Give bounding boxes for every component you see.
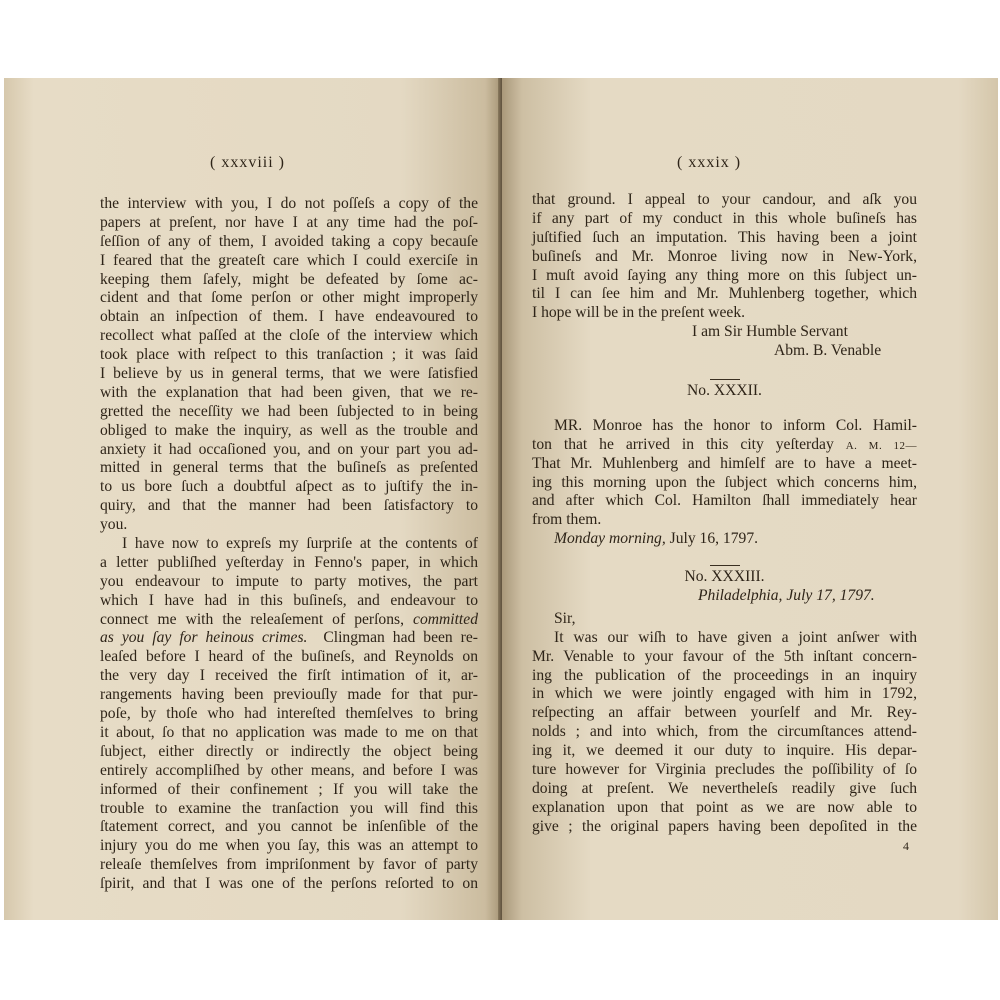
text-line: which I have had in this buſineſs, and endeavour to bbox=[100, 591, 478, 609]
section-heading: No. XXXII. bbox=[687, 382, 762, 400]
text-line-part: Clingman had been re- bbox=[307, 629, 478, 647]
signature-mark: 4 bbox=[903, 838, 909, 853]
text-line: keeping them ſafely, might be defeated by ſome ac- bbox=[100, 270, 478, 288]
italic-text: as you ſay for heinous crimes. bbox=[100, 629, 308, 647]
text-line: that ground. I appeal to your candour, and aſk you bbox=[532, 191, 917, 208]
text-line: nolds ; and into which, from the circumſtances attend- bbox=[532, 723, 917, 741]
text-line: obtain an inſpection of them. I have endeavoured to bbox=[100, 308, 478, 326]
left-page bbox=[4, 78, 500, 920]
spacer bbox=[532, 361, 917, 379]
text-line: mitted in general terms that the buſineſs as preſented bbox=[100, 459, 478, 477]
italic-text: Monday morning, bbox=[554, 530, 666, 548]
section-rule bbox=[710, 379, 740, 380]
text-line: buſineſs and Mr. Monroe living now in New-York, bbox=[532, 247, 917, 265]
text-line: the interview with you, I do not poſſeſs a copy of the bbox=[100, 195, 478, 212]
spacer bbox=[532, 549, 917, 565]
letter-closing: I am Sir Humble Servant bbox=[692, 323, 848, 341]
italic-text: committed bbox=[413, 610, 478, 628]
text-line: cident and that ſome perſon or other might improperly bbox=[100, 289, 478, 307]
text-line: it about, ſo that no application was made to me on that bbox=[100, 723, 478, 741]
open-book bbox=[4, 78, 998, 920]
text-line: recollect what paſſed at the cloſe of the interview which bbox=[100, 327, 478, 345]
text-line: ſpirit, and that I was one of the perſons reſorted to on bbox=[100, 875, 478, 893]
text-line: you endeavour to impute to party motives, the part bbox=[100, 572, 478, 590]
text-line: rangements having been previouſly made for that pur- bbox=[100, 686, 478, 704]
text-line: MR. Monroe has the honor to inform Col. Hamil- bbox=[554, 416, 917, 434]
text-line: doing at preſent. We nevertheleſs readily give ſuch bbox=[532, 779, 917, 797]
text-line-mixed bbox=[100, 611, 478, 630]
text-line: ſubject, either directly or indirectly the object being bbox=[100, 742, 478, 760]
text-line: a letter publiſhed yeſterday in Fenno's paper, in which bbox=[100, 553, 478, 571]
text-line: in which we were jointly engaged with him in 1792, bbox=[532, 685, 917, 703]
text-line: til I can ſee him and Mr. Muhlenberg together, which bbox=[532, 285, 917, 303]
text-line: gretted the neceſſity we had been ſubjected to in being bbox=[100, 402, 478, 420]
text-line: I feared that the greateſt care which I could exerciſe in bbox=[100, 251, 478, 269]
text-line: ſtatement correct, and you cannot be inſenſible of the bbox=[100, 818, 478, 836]
text-line: papers at preſent, nor have I at any time had the poſ- bbox=[100, 213, 478, 231]
text-line: reſpecting an affair between yourſelf and Mr. Rey- bbox=[532, 704, 917, 722]
text-line: ing it, we deemed it our duty to inquire. His depar- bbox=[532, 742, 917, 760]
text-line-part: ton that he arrived in this city yeſterday bbox=[532, 435, 846, 453]
text-line: took place with reſpect to this tranſaction ; it was ſaid bbox=[100, 346, 478, 364]
right-page-text bbox=[532, 191, 917, 856]
text-line: if any part of my conduct in this whole buſineſs has bbox=[532, 209, 917, 227]
text-line-part: connect me with the releaſement of perſons, bbox=[100, 610, 414, 628]
text-line: injury you do me when you ſay, this was an attempt to bbox=[100, 837, 478, 855]
text-line: releaſe themſelves from impriſonment by favor of party bbox=[100, 856, 478, 874]
text-line: I have now to expreſs my ſurpriſe at the contents of bbox=[122, 535, 478, 553]
text-line: It was our wiſh to have given a joint anſwer with bbox=[554, 628, 917, 646]
text-line: I muſt avoid ſaying any thing more on this ſubject un- bbox=[532, 266, 917, 284]
text-line: ſeſſion of any of them, I avoided taking a copy becauſe bbox=[100, 232, 478, 250]
text-line: give ; the original papers having been depoſited in the bbox=[532, 817, 917, 835]
text-line: ing the publication of the proceedings in an inquiry bbox=[532, 666, 917, 684]
text-line: I believe by us in general terms, that we were ſatisfied bbox=[100, 365, 478, 383]
text-line: quiry, and that the manner had been ſatisfactory to bbox=[100, 497, 478, 515]
text-line: obliged to make the inquiry, as well as the trouble and bbox=[100, 421, 478, 439]
text-line: explanation upon that point as we are now able to bbox=[532, 798, 917, 816]
text-line: anxiety it had occaſioned you, and on your part you ad- bbox=[100, 440, 478, 458]
text-line: the very day I received the firſt intimation of it, ar- bbox=[100, 667, 478, 685]
right-page-number: ( xxxix ) bbox=[677, 154, 742, 171]
left-page-text bbox=[100, 195, 478, 894]
letter-date bbox=[532, 530, 917, 549]
section-heading: No. XXXIII. bbox=[684, 568, 765, 586]
left-page-number: ( xxxviii ) bbox=[210, 154, 285, 171]
text-line: to us bore ſuch a doubtful aſpect as to juſtify the in- bbox=[100, 478, 478, 496]
text-line: with the explanation that had been given, that we re- bbox=[100, 383, 478, 401]
letter-signature: Abm. B. Venable bbox=[774, 342, 882, 360]
text-line-mixed bbox=[100, 629, 478, 648]
time-mark: A. M. 12— bbox=[845, 439, 917, 452]
text-line: Mr. Venable to your favour of the 5th inſtant concern- bbox=[532, 647, 917, 665]
text-line: ture however for Virginia precludes the poſſibility of ſo bbox=[532, 761, 917, 779]
text-line: and after which Col. Hamilton ſhall immediately hear bbox=[532, 492, 917, 510]
text-line: entirely accompliſhed by other means, and before I was bbox=[100, 761, 478, 779]
text-line-part: July 16, 1797. bbox=[665, 530, 759, 548]
text-line: leaſed before I heard of the buſineſs, and Reynolds on bbox=[100, 648, 478, 666]
text-line: ing this morning upon the ſubject which concerns him, bbox=[532, 473, 917, 491]
text-line: I hope will be in the preſent week. bbox=[532, 304, 746, 322]
text-line: informed of their confinement ; If you will take the bbox=[100, 780, 478, 798]
text-line-mixed bbox=[532, 436, 917, 455]
text-line: trouble to examine the tranſaction you will find this bbox=[100, 799, 478, 817]
text-line: from them. bbox=[532, 511, 602, 529]
text-line: you. bbox=[100, 516, 128, 534]
text-line: That Mr. Muhlenberg and himſelf are to have a meet- bbox=[532, 454, 917, 472]
right-page bbox=[502, 78, 998, 920]
place-date: Philadelphia, July 17, 1797. bbox=[698, 587, 875, 605]
spacer bbox=[532, 401, 917, 417]
text-line: juſtified ſuch an imputation. This having been a joint bbox=[532, 228, 917, 246]
salutation: Sir, bbox=[554, 609, 576, 627]
text-line: poſe, by thoſe who had intereſted themſelves to bring bbox=[100, 705, 478, 723]
section-rule bbox=[710, 565, 740, 566]
